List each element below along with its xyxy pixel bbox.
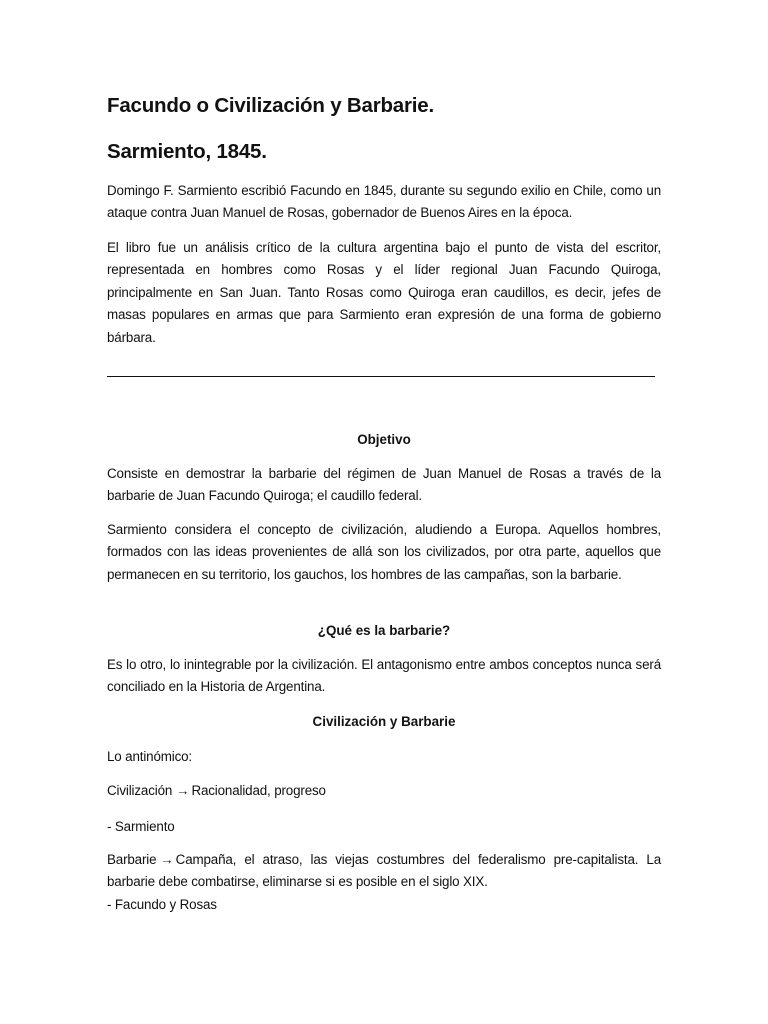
barbarism-authors: - Facundo y Rosas xyxy=(107,896,217,912)
section-heading: Civilización y Barbarie xyxy=(312,714,456,729)
civilization-definition: Racionalidad, progreso xyxy=(191,783,326,798)
document-subtitle: Sarmiento, 1845. xyxy=(107,140,267,163)
horizontal-rule xyxy=(107,376,655,377)
arrow-right-icon: → xyxy=(160,852,174,867)
objective-paragraph-1: Consiste en demostrar la barbarie del régimen de Juan Manuel de Rosas a través de la barbarie de Juan Facundo Quiroga; el caudillo federal. xyxy=(107,466,661,504)
civilization-author: - Sarmiento xyxy=(107,819,175,834)
arrow-right-icon: → xyxy=(176,783,190,798)
question-heading: ¿Qué es la barbarie? xyxy=(317,623,451,638)
question-paragraph: Es lo otro, lo inintegrable por la civilización. El antagonismo entre ambos conceptos nunca será conciliado en la Historia de Argentina. xyxy=(107,657,661,695)
civilization-term: Civilización xyxy=(107,783,173,798)
barbarism-definition: Campaña, el atraso, las viejas costumbres del federalismo pre-capitalista. La barbarie debe combatirse, eliminarse si es posible en el siglo XIX. xyxy=(107,852,661,890)
antinomic-label: Lo antinómico: xyxy=(107,749,192,764)
document-title: Facundo o Civilización y Barbarie. xyxy=(107,94,434,117)
barbarism-term: Barbarie xyxy=(107,852,157,867)
intro-paragraph-1: Domingo F. Sarmiento escribió Facundo en 1845, durante su segundo exilio en Chile, como un ataque contra Juan Manuel de Rosas, gobernador de Buenos Aires en la época. xyxy=(107,183,661,221)
barbarism-paragraph xyxy=(107,849,661,916)
intro-paragraph-2: El libro fue un análisis crítico de la cultura argentina bajo el punto de vista del escritor, representada en hombres como Rosas y el líder regional Juan Facundo Quiroga, principalmente en San Juan. Tanto Rosas como Quiroga eran caudillos, es decir, jefes de masas populares en armas que para Sarmiento eran expresión de una forma de gobierno bárbara. xyxy=(107,240,661,345)
civilization-line xyxy=(107,780,326,802)
objective-heading: Objetivo xyxy=(357,432,411,447)
objective-paragraph-2: Sarmiento considera el concepto de civilización, aludiendo a Europa. Aquellos hombres, formados con las ideas provenientes de allá son los civilizados, por otra parte, aquellos que permanecen en su territorio, los gauchos, los hombres de las campañas, son la barbarie. xyxy=(107,522,661,582)
